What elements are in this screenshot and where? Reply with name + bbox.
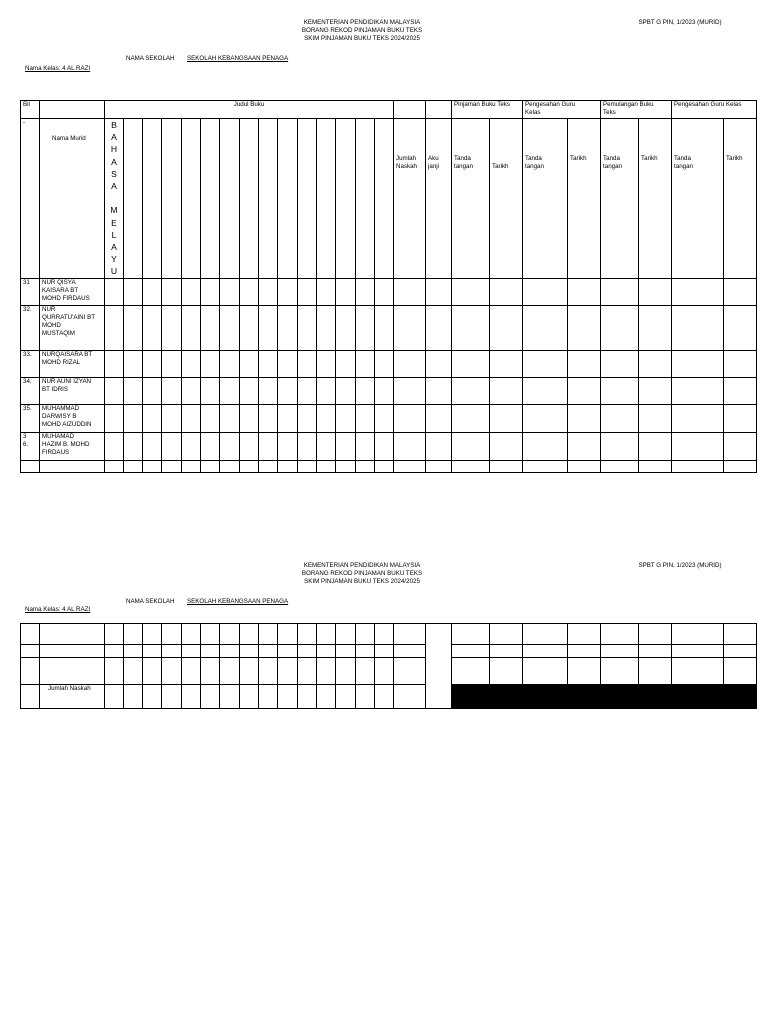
row-bil: 34. <box>21 378 40 405</box>
table-row <box>21 624 757 645</box>
table-row <box>21 405 757 433</box>
jumlah-naskah-label: Jumlah Naskah <box>40 685 105 709</box>
pengesahan-guru-header-1: Pengesahan Guru Kelas <box>523 101 601 119</box>
row-bil: 3 6. <box>21 433 40 461</box>
school-name: SEKOLAH KEBANGSAAN PENAGA <box>187 55 289 62</box>
ministry-line: KEMENTERIAN PENDIDIKAN MALAYSIA <box>303 562 421 569</box>
table-row <box>21 279 757 306</box>
table-row <box>21 306 757 351</box>
page1-header <box>262 19 462 43</box>
page2-header <box>262 562 462 586</box>
row-bil: 35. <box>21 405 40 433</box>
table-row <box>21 433 757 461</box>
bil-header: Bil <box>21 101 40 119</box>
tanda-tangan-2: Tanda tangan <box>523 119 568 279</box>
table-row <box>21 461 757 473</box>
pengesahan-guru-header-2: Pengesahan Guru Kelas <box>672 101 757 119</box>
tanda-tangan-4: Tanda tangan <box>672 119 724 279</box>
scheme-line: SKIM PINJAMAN BUKU TEKS 2024/2025 <box>304 35 420 42</box>
bahasa-melayu-header: B A H A S A M E L A Y U <box>110 120 118 277</box>
blacked-out-area <box>452 685 757 709</box>
tarikh-4: Tarikh <box>724 119 757 279</box>
form-code: SPBT G PIN, 1/2023 (MURID) <box>638 562 722 569</box>
student-name: NUR QISYA KAISARA BT MOHD FIRDAUS <box>40 279 105 306</box>
form-title-line: BORANG REKOD PINJAMAN BUKU TEKS <box>301 27 423 34</box>
scheme-line: SKIM PINJAMAN BUKU TEKS 2024/2025 <box>304 578 420 585</box>
tarikh-2: Tarikh <box>568 119 601 279</box>
tarikh-3: Tarikh <box>639 119 672 279</box>
judul-buku-header: Judul Buku <box>105 101 394 119</box>
row-bil: 33. <box>21 351 40 378</box>
nama-murid-header: Nama Murid <box>40 119 105 279</box>
student-name: MUHAMMAD DARWISY B MOHD AIZUDDIN <box>40 405 105 433</box>
table-row <box>21 658 757 685</box>
bil-dash: - <box>21 119 40 279</box>
student-name: MUHAMAD HAZIM B. MOHD FIRDAUS <box>40 433 105 461</box>
tanda-tangan-3: Tanda tangan <box>601 119 639 279</box>
loan-record-table <box>20 100 757 473</box>
row-bil: 32. <box>21 306 40 351</box>
form-title-line: BORANG REKOD PINJAMAN BUKU TEKS <box>301 570 423 577</box>
form-code: SPBT G PIN, 1/2023 (MURID) <box>638 19 722 26</box>
tarikh-1: Tarikh <box>490 119 523 279</box>
jumlah-naskah-row <box>21 685 757 709</box>
tanda-tangan-1: Tanda tangan <box>452 119 490 279</box>
table-row <box>21 378 757 405</box>
student-name: NUR AUNI IZYAN BT IDRIS <box>40 378 105 405</box>
student-name: NURQAISARA BT MOHD RIZAL <box>40 351 105 378</box>
ministry-line: KEMENTERIAN PENDIDIKAN MALAYSIA <box>303 19 421 26</box>
jumlah-naskah-header: Jumlah Naskah <box>394 119 426 279</box>
aku-janji-header: Aku janji <box>426 119 452 279</box>
table-row <box>21 351 757 378</box>
class-name: Nama Kelas: 4 AL RAZI <box>25 65 91 72</box>
pemulangan-header: Pemulangan Buku Teks <box>601 101 672 119</box>
school-label: NAMA SEKOLAH <box>126 55 175 62</box>
student-name: NUR QURRATU'AINI BT MOHD MUSTAQIM <box>40 306 105 351</box>
loan-record-table-continued <box>20 623 757 709</box>
pinjaman-header: Pinjaman Buku Teks <box>452 101 523 119</box>
table-row <box>21 645 757 658</box>
school-name: SEKOLAH KEBANGSAAN PENAGA <box>187 598 289 605</box>
school-label: NAMA SEKOLAH <box>126 598 175 605</box>
row-bil: 31 <box>21 279 40 306</box>
class-name: Nama Kelas: 4 AL RAZI <box>25 606 91 613</box>
